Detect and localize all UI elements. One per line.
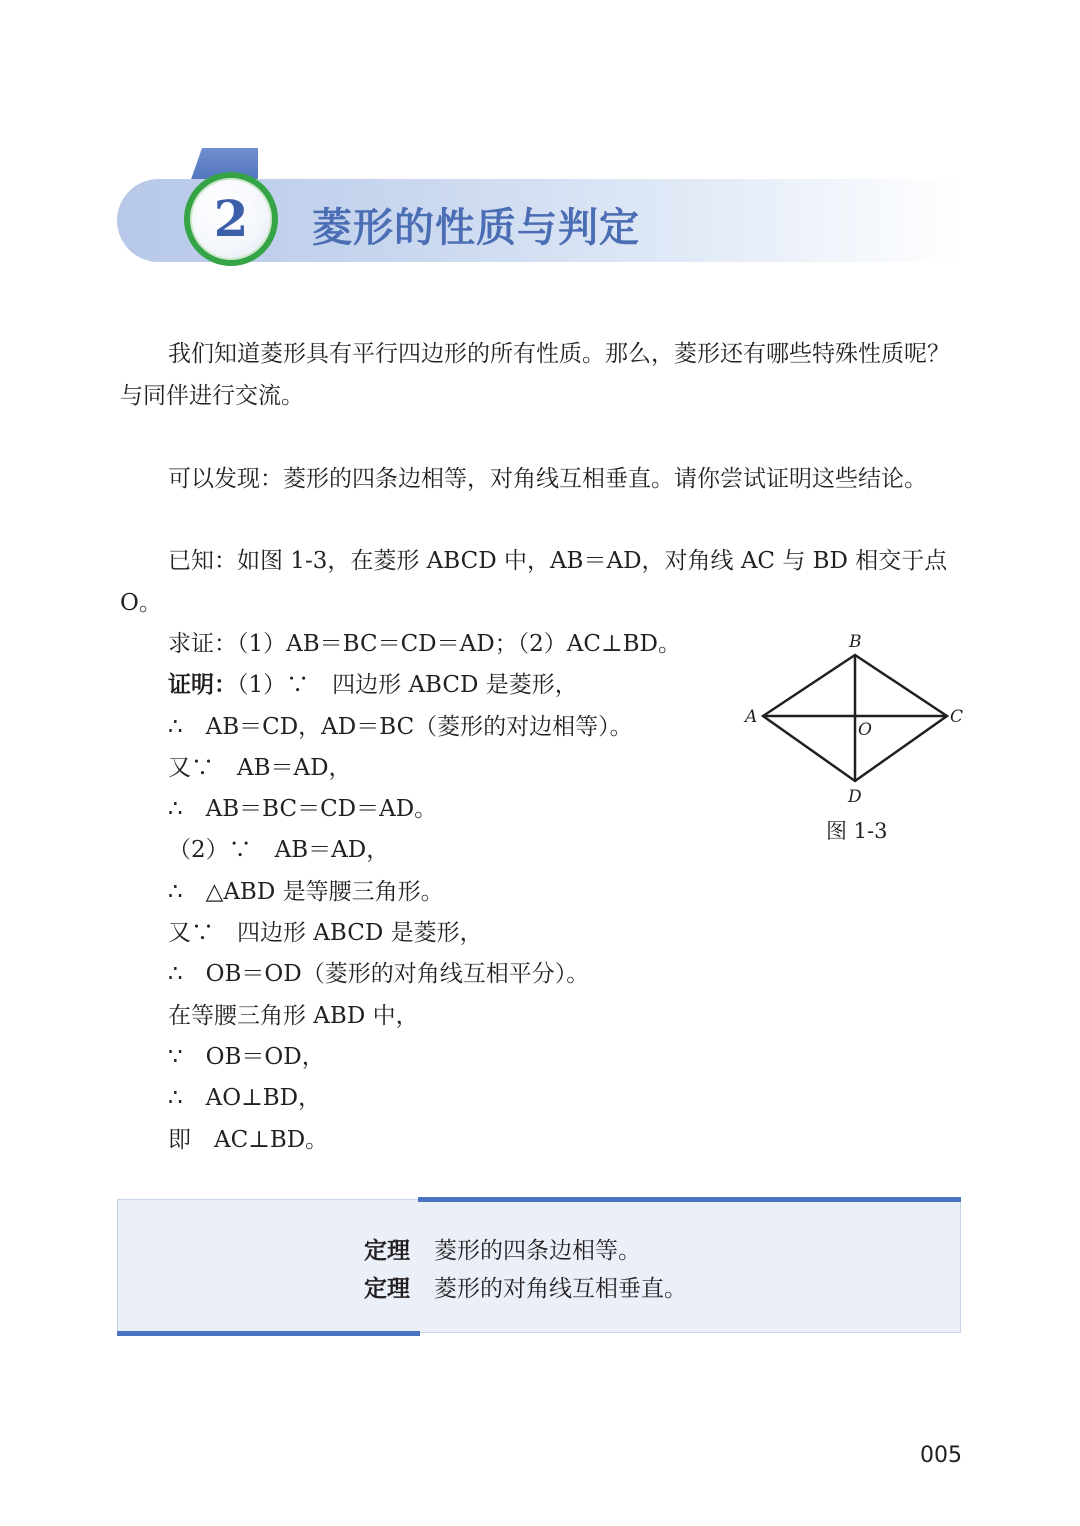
proof-line: ∴ OB＝OD（菱形的对角线互相平分）。 (168, 961, 590, 988)
proof-line: 即 AC⊥BD。 (168, 1126, 329, 1153)
proof-line: ∴ AB＝BC＝CD＝AD。 (168, 796, 438, 823)
figure-caption: 图 1-3 (826, 819, 888, 843)
intro-paragraph-1: 我们知道菱形具有平行四边形的所有性质。那么，菱形还有哪些特殊性质呢？与同伴进行交流。 (120, 341, 950, 409)
proof-line: 在等腰三角形 ABD 中， (168, 1002, 419, 1029)
proof-line: 又∵ 四边形 ABCD 是菱形， (168, 920, 483, 947)
center-label-o: O (858, 720, 872, 740)
vertex-label-c: C (950, 707, 964, 727)
theorem-keyword: 定理 (364, 1276, 410, 1302)
intro-paragraph-2: 可以发现：菱形的四条边相等，对角线互相垂直。请你尝试证明这些结论。 (168, 466, 927, 492)
theorem-2 (364, 1270, 687, 1303)
vertex-label-a: A (745, 707, 758, 727)
section-number: 2 (213, 189, 249, 248)
vertex-label-d: D (848, 787, 862, 807)
proof-line: ∵ OB＝OD， (168, 1043, 325, 1070)
given-statement: 已知：如图 1-3，在菱形 ABCD 中，AB＝AD，对角线 AC 与 BD 相交于点 O。 (120, 548, 948, 616)
rhombus-figure (735, 628, 975, 843)
vertex-label-b: B (849, 632, 862, 652)
proof-line: 又∵ AB＝AD， (168, 754, 352, 781)
page-number: 005 (920, 1443, 962, 1468)
proof-block (168, 624, 681, 1161)
theorem-box (117, 1199, 961, 1333)
proof-line: （2）∵ AB＝AD， (168, 837, 390, 864)
proof-line: ∴ △ABD 是等腰三角形。 (168, 878, 444, 905)
theorem-1 (364, 1232, 641, 1265)
proof-line: 证明：（1）∵ 四边形 ABCD 是菱形， (168, 672, 578, 699)
section-number-badge (184, 172, 278, 266)
proof-line: 求证：（1）AB＝BC＝CD＝AD；（2）AC⊥BD。 (168, 631, 681, 657)
theorem-text: 菱形的四条边相等。 (434, 1238, 641, 1264)
proof-line: ∴ AO⊥BD， (168, 1085, 322, 1112)
proof-line: ∴ AB＝CD，AD＝BC（菱形的对边相等）。 (168, 713, 633, 740)
theorem-keyword: 定理 (364, 1238, 410, 1264)
theorem-text: 菱形的对角线互相垂直。 (434, 1276, 687, 1302)
section-title: 菱形的性质与判定 (312, 205, 640, 251)
proof-label: 证明： (168, 672, 237, 699)
